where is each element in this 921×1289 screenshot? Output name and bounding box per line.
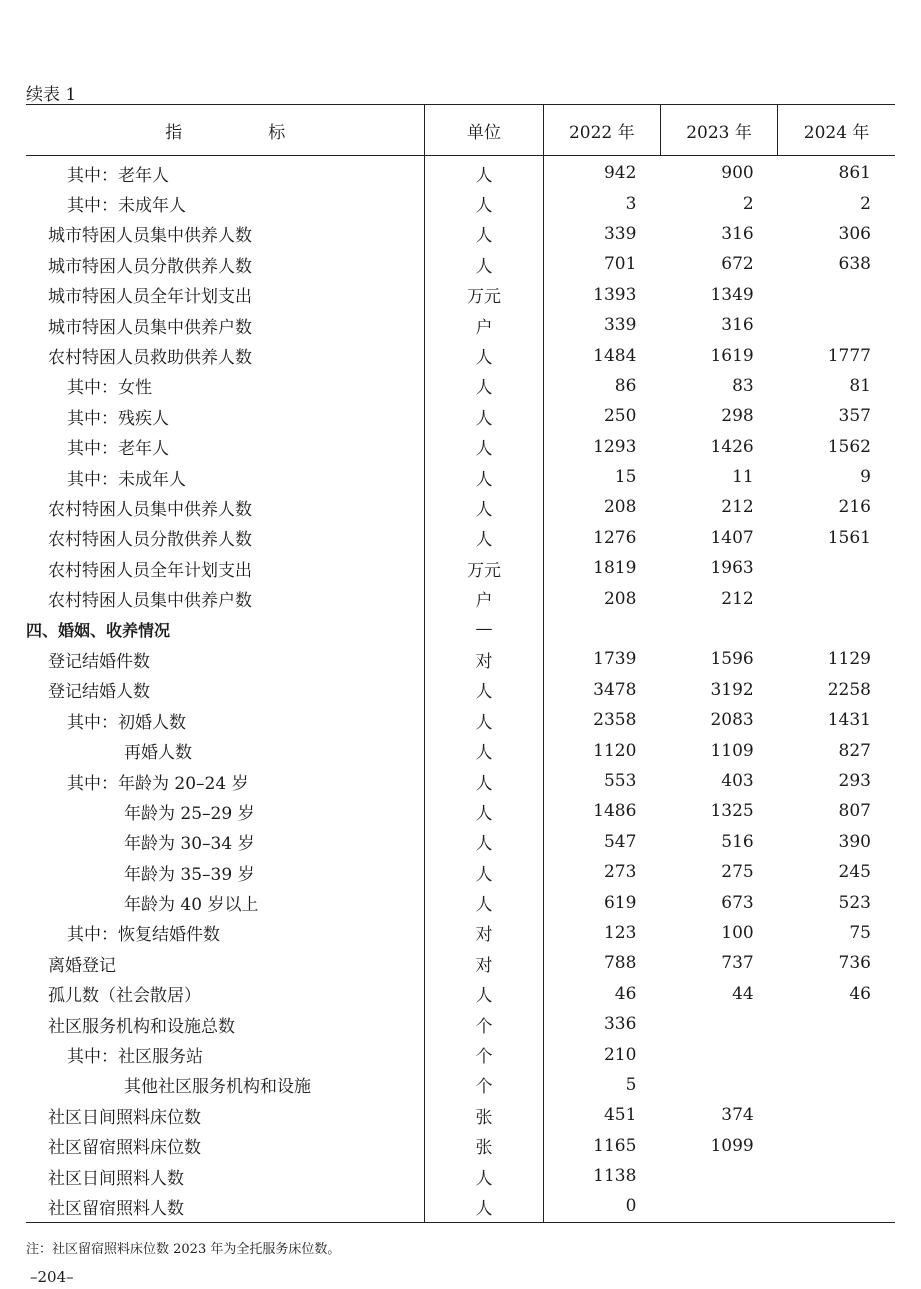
- row-2024: 245: [838, 862, 871, 883]
- table-row: [26, 979, 895, 1009]
- table-row: [26, 432, 895, 462]
- row-2024: 1129: [827, 649, 871, 670]
- row-2023: 1596: [710, 649, 754, 670]
- row-unit: 人: [425, 979, 543, 1009]
- row-unit: 人: [425, 796, 543, 826]
- row-2023: 1619: [710, 345, 754, 366]
- row-2024: [778, 614, 895, 644]
- row-2022: 1739: [543, 644, 660, 674]
- row-name: 登记结婚件数: [48, 651, 150, 672]
- row-unit: 对: [425, 644, 543, 674]
- row-name: 登记结婚人数: [48, 682, 150, 703]
- row-2024: 807: [838, 801, 871, 822]
- row-unit: 人: [425, 827, 543, 857]
- table-caption: 续表 1: [26, 85, 77, 105]
- row-2023: 3192: [710, 679, 754, 700]
- table-row: [26, 1009, 895, 1039]
- row-name: 其中：老年人: [67, 165, 169, 186]
- row-2024: 216: [838, 497, 871, 518]
- row-name: 其中：老年人: [67, 439, 169, 460]
- row-2023: 212: [721, 588, 754, 609]
- section-heading: 四、婚姻、收养情况: [26, 620, 171, 640]
- table-row: [26, 401, 895, 431]
- table-row: [26, 1131, 895, 1161]
- row-2024: 81: [849, 375, 871, 396]
- row-name: 城市特困人员集中供养户数: [48, 317, 252, 338]
- row-2022: 547: [543, 827, 660, 857]
- row-2024: [778, 553, 895, 583]
- row-2022: 339: [543, 310, 660, 340]
- row-2024: [778, 1009, 895, 1039]
- header-2022: 2022 年: [543, 105, 660, 156]
- row-unit: 户: [425, 583, 543, 613]
- row-2023: 1349: [710, 284, 754, 305]
- row-2024: [778, 310, 895, 340]
- row-2023: 275: [721, 862, 754, 883]
- row-2022: 3478: [543, 675, 660, 705]
- row-unit: —: [425, 614, 543, 644]
- row-2024: [778, 1039, 895, 1069]
- row-2024: 2: [860, 193, 871, 214]
- row-2023: 1426: [710, 436, 754, 457]
- row-2024: 75: [849, 922, 871, 943]
- row-name: 社区留宿照料床位数: [48, 1138, 201, 1159]
- row-2022: [543, 614, 660, 644]
- table-header-row: [26, 105, 895, 156]
- row-unit: 人: [425, 766, 543, 796]
- table-row: [26, 371, 895, 401]
- row-2022: 46: [543, 979, 660, 1009]
- row-name: 社区留宿照料人数: [26, 1191, 425, 1222]
- row-2023: 673: [721, 892, 754, 913]
- row-2022: 210: [543, 1039, 660, 1069]
- header-indicator: [26, 105, 425, 156]
- row-name: 城市特困人员集中供养人数: [48, 226, 252, 247]
- table-row: [26, 644, 895, 674]
- row-unit: 人: [425, 1161, 543, 1191]
- row-2022: 3: [543, 188, 660, 218]
- table-row: [26, 156, 895, 189]
- row-2024: [778, 280, 895, 310]
- row-2023: 737: [721, 953, 754, 974]
- row-2022: 1393: [543, 280, 660, 310]
- row-2023: 212: [721, 497, 754, 518]
- row-2024: [778, 1100, 895, 1130]
- row-2023: [660, 1161, 777, 1191]
- row-2022: 5: [543, 1070, 660, 1100]
- row-name: 农村特困人员集中供养户数: [48, 591, 252, 612]
- table-row: [26, 887, 895, 917]
- row-2024: 638: [838, 254, 871, 275]
- row-2024: [778, 583, 895, 613]
- row-unit: 人: [425, 1191, 543, 1222]
- row-name: 再婚人数: [124, 743, 192, 764]
- row-name: 农村特困人员救助供养人数: [48, 348, 252, 369]
- row-2024: 1562: [827, 436, 871, 457]
- row-2022: 339: [543, 219, 660, 249]
- row-2023: 516: [721, 831, 754, 852]
- row-unit: 万元: [425, 553, 543, 583]
- row-name: 其中：初婚人数: [67, 712, 186, 733]
- table-row: [26, 340, 895, 370]
- table-row: [26, 188, 895, 218]
- row-2022: 619: [543, 887, 660, 917]
- row-unit: 人: [425, 523, 543, 553]
- row-2022: 123: [543, 918, 660, 948]
- row-2024: 306: [838, 223, 871, 244]
- row-name: 社区日间照料床位数: [48, 1107, 201, 1128]
- row-2022: 1293: [543, 432, 660, 462]
- row-2022: 942: [543, 156, 660, 189]
- table-row: [26, 523, 895, 553]
- row-unit: 人: [425, 156, 543, 189]
- row-2022: 1276: [543, 523, 660, 553]
- row-name: 其中：年龄为 20–24 岁: [67, 773, 249, 794]
- row-name: 农村特困人员集中供养人数: [48, 499, 252, 520]
- row-2022: 208: [543, 492, 660, 522]
- row-2023: 1963: [710, 558, 754, 579]
- row-name: 其中：残疾人: [67, 408, 169, 429]
- row-2022: 208: [543, 583, 660, 613]
- row-2023: [660, 614, 777, 644]
- row-name: 农村特困人员全年计划支出: [48, 560, 252, 581]
- row-unit: 人: [425, 340, 543, 370]
- table-row: [26, 735, 895, 765]
- row-2023: 1407: [710, 527, 754, 548]
- row-2022: 701: [543, 249, 660, 279]
- row-2023: 672: [721, 254, 754, 275]
- row-2023: 1325: [710, 801, 754, 822]
- row-2024: 1777: [827, 345, 871, 366]
- row-2023: [660, 1009, 777, 1039]
- table-row: [26, 310, 895, 340]
- table-row: [26, 462, 895, 492]
- row-2023: 316: [721, 315, 754, 336]
- row-unit: 人: [425, 735, 543, 765]
- row-unit: 人: [425, 492, 543, 522]
- row-2024: [778, 1070, 895, 1100]
- row-2024: 523: [838, 892, 871, 913]
- row-unit: 人: [425, 371, 543, 401]
- row-2024: [778, 1191, 895, 1222]
- table-row: [26, 857, 895, 887]
- row-unit: 人: [425, 249, 543, 279]
- row-unit: 张: [425, 1131, 543, 1161]
- row-2022: 1486: [543, 796, 660, 826]
- row-unit: 个: [425, 1039, 543, 1069]
- header-unit: 单位: [425, 105, 543, 156]
- row-unit: 个: [425, 1070, 543, 1100]
- table-row: [26, 553, 895, 583]
- row-name: 城市特困人员分散供养人数: [48, 256, 252, 277]
- row-unit: 对: [425, 948, 543, 978]
- row-unit: 户: [425, 310, 543, 340]
- row-name: 离婚登记: [48, 955, 116, 976]
- header-2024: 2024 年: [778, 105, 895, 156]
- row-name: 年龄为 40 岁以上: [124, 895, 259, 916]
- row-2022: 553: [543, 766, 660, 796]
- row-name: 社区服务机构和设施总数: [48, 1016, 235, 1037]
- header-indicator-left: 指: [165, 122, 183, 143]
- row-unit: 人: [425, 188, 543, 218]
- row-2022: 451: [543, 1100, 660, 1130]
- row-name: 其中：女性: [67, 378, 152, 399]
- row-unit: 人: [425, 401, 543, 431]
- row-name: 城市特困人员全年计划支出: [48, 287, 252, 308]
- row-2024: 390: [838, 831, 871, 852]
- table-row: [26, 1161, 895, 1191]
- table-row: [26, 766, 895, 796]
- row-2024: 357: [838, 406, 871, 427]
- row-2023: [660, 1039, 777, 1069]
- row-name: 其中：未成年人: [67, 469, 186, 490]
- row-unit: 人: [425, 857, 543, 887]
- row-2023: 2: [742, 193, 754, 214]
- table-row: [26, 1039, 895, 1069]
- row-2024: 293: [838, 771, 871, 791]
- section-heading-row: [26, 614, 895, 644]
- row-2022: 336: [543, 1009, 660, 1039]
- row-2023: [660, 1191, 777, 1222]
- row-2022: 788: [543, 948, 660, 978]
- table-row: [26, 675, 895, 705]
- row-2024: [778, 1131, 895, 1161]
- row-2023: 1109: [710, 740, 754, 761]
- row-name: 年龄为 30–34 岁: [124, 834, 255, 855]
- row-unit: 人: [425, 705, 543, 735]
- row-name: 其中：社区服务站: [67, 1047, 203, 1068]
- row-unit: 万元: [425, 280, 543, 310]
- table-row: [26, 249, 895, 279]
- row-2022: 86: [543, 371, 660, 401]
- row-name: 其中：恢复结婚件数: [67, 925, 220, 946]
- row-2022: 1165: [543, 1131, 660, 1161]
- row-name: 农村特困人员分散供养人数: [48, 530, 252, 551]
- row-2022: 1120: [543, 735, 660, 765]
- row-2022: 0: [543, 1191, 660, 1222]
- row-name: 年龄为 25–29 岁: [124, 803, 255, 824]
- header-2023: 2023 年: [660, 105, 777, 156]
- row-2023: 298: [721, 406, 754, 427]
- row-2023: 83: [732, 375, 754, 396]
- row-unit: 人: [425, 887, 543, 917]
- table-row: [26, 827, 895, 857]
- row-unit: 人: [425, 675, 543, 705]
- row-2024: 2258: [827, 679, 871, 700]
- table-row: [26, 1100, 895, 1130]
- table-row: [26, 492, 895, 522]
- table-row: [26, 705, 895, 735]
- table-row: [26, 796, 895, 826]
- statistics-table: [26, 104, 895, 1223]
- row-2024: 736: [838, 953, 871, 974]
- table-row: [26, 280, 895, 310]
- row-2022: 273: [543, 857, 660, 887]
- row-unit: 个: [425, 1009, 543, 1039]
- row-2023: 1099: [710, 1135, 754, 1156]
- row-2023: 2083: [710, 710, 754, 731]
- row-2022: 15: [543, 462, 660, 492]
- row-2023: 44: [732, 983, 754, 1004]
- row-2022: 1138: [543, 1161, 660, 1191]
- row-name: 孤儿数（社会散居）: [48, 986, 201, 1007]
- row-unit: 张: [425, 1100, 543, 1130]
- row-unit: 对: [425, 918, 543, 948]
- row-unit: 人: [425, 219, 543, 249]
- row-2023: 403: [721, 771, 754, 791]
- row-2022: 2358: [543, 705, 660, 735]
- row-2024: [778, 1161, 895, 1191]
- row-2023: 374: [721, 1105, 754, 1126]
- row-2023: 316: [721, 223, 754, 244]
- row-2023: 900: [721, 163, 754, 184]
- table-row: [26, 948, 895, 978]
- table-row: [26, 219, 895, 249]
- row-unit: 人: [425, 462, 543, 492]
- row-2022: 1819: [543, 553, 660, 583]
- row-2024: 46: [849, 983, 871, 1004]
- table-row: [26, 1070, 895, 1100]
- row-name: 其中：未成年人: [67, 196, 186, 217]
- row-unit: 人: [425, 432, 543, 462]
- table-row: [26, 918, 895, 948]
- page-number: –204–: [30, 1268, 74, 1286]
- row-2022: 1484: [543, 340, 660, 370]
- row-name: 其他社区服务机构和设施: [124, 1077, 311, 1098]
- row-name: 年龄为 35–39 岁: [124, 864, 255, 885]
- row-2023: 11: [732, 467, 754, 488]
- row-2023: [660, 1070, 777, 1100]
- table-row: [26, 1191, 895, 1222]
- header-indicator-right: 标: [268, 122, 286, 143]
- row-name: 社区日间照料人数: [48, 1168, 184, 1189]
- row-2024: 827: [838, 740, 871, 761]
- row-2024: 1561: [827, 527, 871, 548]
- footnote: 注：社区留宿照料床位数 2023 年为全托服务床位数。: [26, 1242, 341, 1257]
- table-row: [26, 583, 895, 613]
- row-2022: 250: [543, 401, 660, 431]
- row-2024: 9: [860, 467, 871, 488]
- row-2024: 1431: [827, 710, 871, 731]
- row-2024: 861: [838, 163, 871, 184]
- row-2023: 100: [721, 922, 754, 943]
